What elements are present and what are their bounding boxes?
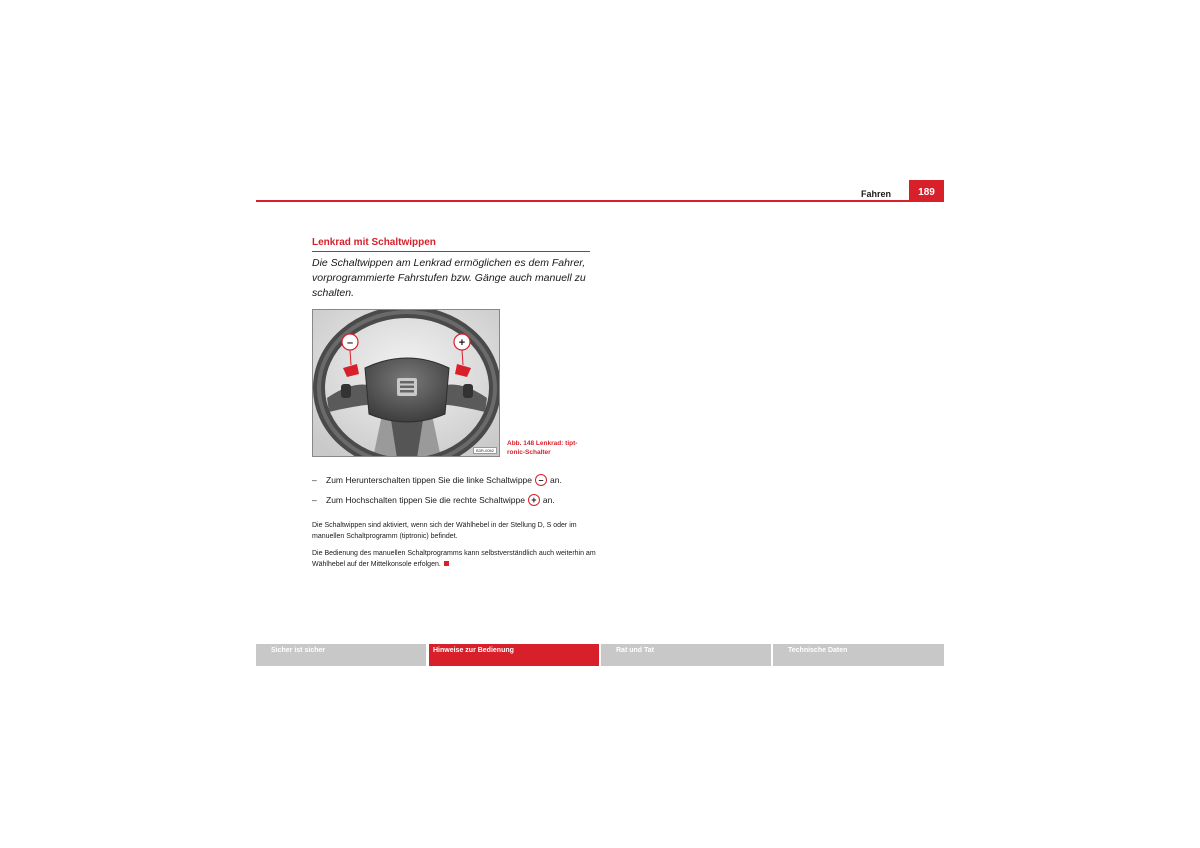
minus-symbol-icon: –: [535, 474, 547, 486]
minus-callout: –: [346, 337, 354, 349]
intro-text: Die Schaltwippen am Lenkrad ermöglichen es dem Fahrer, vorprogrammierte Fahrstufen bzw. Gänge auch manuell zu schalten.: [312, 257, 586, 299]
footer-tab-rat-und-tat[interactable]: Rat und Tat: [601, 644, 771, 666]
page-number: 189: [909, 180, 944, 202]
instruction-text-end: an.: [542, 495, 555, 505]
instruction-text-end: an.: [550, 475, 562, 485]
instruction-text: Zum Hochschalten tippen Sie die rechte Schaltwippe: [326, 495, 525, 505]
figure-code: B3R-0082: [473, 447, 497, 454]
figure-caption-line: Abb. 148 Lenkrad: tipt-: [507, 440, 578, 447]
section-heading: Lenkrad mit Schaltwippen: [312, 237, 590, 252]
footer-tab-bedienung[interactable]: Hinweise zur Bedienung: [429, 644, 599, 666]
plus-callout: +: [458, 337, 466, 349]
bullet-dash: –: [312, 495, 317, 505]
instruction-item-upshift: [312, 494, 612, 506]
steering-wheel-figure: [312, 309, 500, 457]
body-paragraph-text: Die Bedienung des manuellen Schaltprogramms kann selbstverständlich auch weiterhin am Wählhebel auf der Mittelkonsole erfolgen.: [312, 550, 596, 568]
footer-tab-sicher[interactable]: Sicher ist sicher: [256, 644, 426, 666]
figure-caption: [507, 439, 597, 457]
steering-wheel-illustration: [313, 310, 500, 457]
figure-caption-line: ronic-Schalter: [507, 449, 551, 456]
instruction-text: Zum Herunterschalten tippen Sie die linke Schaltwippe: [326, 475, 533, 485]
section-end-icon: [444, 561, 449, 566]
chapter-title: Fahren: [860, 189, 891, 199]
footer-tab-technische-daten[interactable]: Technische Daten: [773, 644, 944, 666]
header-divider: [256, 200, 944, 202]
body-paragraph: Die Schaltwippen sind aktiviert, wenn sich der Wählhebel in der Stellung D, S oder im manuellen Schaltprogramm (tiptronic) befindet.: [312, 522, 577, 540]
body-paragraph: [312, 548, 602, 570]
instruction-item-downshift: [312, 474, 612, 486]
plus-symbol-icon: +: [528, 494, 540, 506]
bullet-dash: –: [312, 475, 317, 485]
